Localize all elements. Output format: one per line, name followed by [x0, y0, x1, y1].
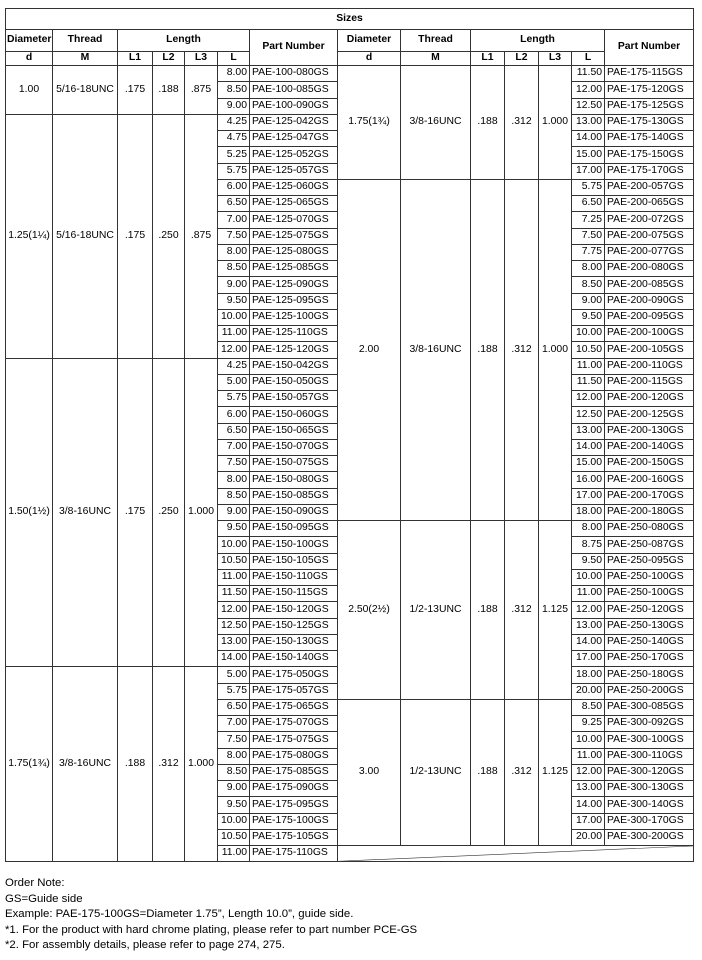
cell-length-l: 13.00 — [572, 423, 605, 439]
cell-part-number: PAE-175-057GS — [250, 683, 338, 699]
cell-part-number: PAE-300-130GS — [605, 781, 694, 797]
cell-thread: 5/16-18UNC — [53, 66, 118, 115]
cell-length-l: 20.00 — [572, 829, 605, 845]
header-l: L — [572, 52, 605, 66]
header-length: Length — [118, 30, 250, 52]
cell-length-l: 8.50 — [218, 82, 250, 98]
header-l2: L2 — [153, 52, 185, 66]
cell-part-number: PAE-150-065GS — [250, 423, 338, 439]
cell-length-l: 12.00 — [572, 82, 605, 98]
cell-l2: .250 — [153, 114, 185, 358]
cell-part-number: PAE-150-075GS — [250, 456, 338, 472]
header-m: M — [53, 52, 118, 66]
cell-part-number: PAE-100-080GS — [250, 66, 338, 82]
cell-length-l: 10.00 — [218, 309, 250, 325]
cell-length-l: 15.00 — [572, 147, 605, 163]
cell-part-number: PAE-150-115GS — [250, 586, 338, 602]
cell-length-l: 10.00 — [572, 732, 605, 748]
header-thread: Thread — [53, 30, 118, 52]
cell-length-l: 8.00 — [572, 521, 605, 537]
note-line: Example: PAE-175-100GS=Diameter 1.75”, Length 10.0”, guide side. — [5, 908, 354, 920]
cell-part-number: PAE-150-090GS — [250, 504, 338, 520]
cell-length-l: 7.50 — [218, 456, 250, 472]
cell-length-l: 7.00 — [218, 716, 250, 732]
cell-l1: .188 — [471, 521, 505, 700]
cell-length-l: 12.00 — [218, 602, 250, 618]
cell-part-number: PAE-200-095GS — [605, 309, 694, 325]
cell-length-l: 6.50 — [218, 423, 250, 439]
cell-part-number: PAE-300-200GS — [605, 829, 694, 845]
cell-part-number: PAE-150-120GS — [250, 602, 338, 618]
cell-length-l: 5.00 — [218, 374, 250, 390]
cell-thread: 5/16-18UNC — [53, 114, 118, 358]
cell-part-number: PAE-200-090GS — [605, 293, 694, 309]
cell-length-l: 9.00 — [218, 781, 250, 797]
cell-diameter: 1.75(1¾) — [6, 667, 53, 862]
sizes-table — [5, 8, 694, 862]
diagonal-line-icon — [338, 846, 693, 861]
cell-part-number: PAE-175-070GS — [250, 716, 338, 732]
cell-length-l: 8.00 — [572, 261, 605, 277]
cell-length-l: 10.50 — [218, 553, 250, 569]
cell-part-number: PAE-300-120GS — [605, 764, 694, 780]
cell-length-l: 12.00 — [218, 342, 250, 358]
header-part-number: Part Number — [605, 30, 694, 66]
cell-length-l: 5.75 — [218, 683, 250, 699]
cell-length-l: 5.25 — [218, 147, 250, 163]
cell-length-l: 5.75 — [218, 391, 250, 407]
cell-length-l: 8.00 — [218, 244, 250, 260]
cell-part-number: PAE-125-120GS — [250, 342, 338, 358]
cell-length-l: 8.50 — [218, 764, 250, 780]
cell-part-number: PAE-200-072GS — [605, 212, 694, 228]
cell-part-number: PAE-200-150GS — [605, 456, 694, 472]
cell-length-l: 6.00 — [218, 179, 250, 195]
header-l2: L2 — [505, 52, 539, 66]
cell-part-number: PAE-175-125GS — [605, 98, 694, 114]
cell-l3: 1.125 — [539, 521, 572, 700]
cell-l1: .188 — [471, 179, 505, 520]
cell-part-number: PAE-200-100GS — [605, 326, 694, 342]
cell-diameter: 1.50(1½) — [6, 358, 53, 667]
cell-length-l: 13.00 — [572, 114, 605, 130]
cell-l1: .188 — [471, 66, 505, 180]
cell-part-number: PAE-250-130GS — [605, 618, 694, 634]
table-title: Sizes — [6, 9, 694, 30]
cell-part-number: PAE-150-095GS — [250, 521, 338, 537]
cell-length-l: 15.00 — [572, 456, 605, 472]
cell-length-l: 11.00 — [218, 569, 250, 585]
cell-diameter: 3.00 — [338, 699, 401, 845]
cell-part-number: PAE-250-120GS — [605, 602, 694, 618]
cell-part-number: PAE-125-047GS — [250, 131, 338, 147]
cell-diameter: 1.25(1¼) — [6, 114, 53, 358]
cell-length-l: 7.75 — [572, 244, 605, 260]
cell-part-number: PAE-300-110GS — [605, 748, 694, 764]
cell-length-l: 18.00 — [572, 667, 605, 683]
cell-part-number: PAE-150-057GS — [250, 391, 338, 407]
cell-part-number: PAE-250-100GS — [605, 586, 694, 602]
cell-l2: .312 — [505, 66, 539, 180]
cell-part-number: PAE-250-087GS — [605, 537, 694, 553]
cell-part-number: PAE-175-150GS — [605, 147, 694, 163]
cell-length-l: 11.00 — [572, 358, 605, 374]
cell-length-l: 9.50 — [572, 553, 605, 569]
cell-part-number: PAE-125-052GS — [250, 147, 338, 163]
cell-length-l: 9.50 — [218, 293, 250, 309]
cell-part-number: PAE-150-130GS — [250, 634, 338, 650]
cell-part-number: PAE-200-170GS — [605, 488, 694, 504]
cell-length-l: 6.50 — [218, 196, 250, 212]
cell-part-number: PAE-150-100GS — [250, 537, 338, 553]
header-part-number: Part Number — [250, 30, 338, 66]
sizes-table-body — [6, 66, 694, 862]
cell-length-l: 4.25 — [218, 114, 250, 130]
cell-part-number: PAE-125-070GS — [250, 212, 338, 228]
cell-part-number: PAE-125-095GS — [250, 293, 338, 309]
note-line: *1. For the product with hard chrome plating, please refer to part number PCE-GS — [5, 923, 418, 936]
cell-length-l: 13.00 — [572, 781, 605, 797]
cell-length-l: 8.00 — [218, 66, 250, 82]
cell-length-l: 6.00 — [218, 407, 250, 423]
cell-part-number: PAE-150-060GS — [250, 407, 338, 423]
cell-length-l: 7.50 — [218, 228, 250, 244]
cell-l3: 1.000 — [539, 66, 572, 180]
cell-part-number: PAE-200-080GS — [605, 261, 694, 277]
cell-part-number: PAE-150-050GS — [250, 374, 338, 390]
cell-length-l: 12.50 — [572, 407, 605, 423]
header-l: L — [218, 52, 250, 66]
cell-l2: .312 — [505, 179, 539, 520]
cell-length-l: 12.00 — [572, 391, 605, 407]
cell-part-number: PAE-125-075GS — [250, 228, 338, 244]
cell-thread: 1/2-13UNC — [401, 699, 471, 845]
cell-l3: 1.000 — [539, 179, 572, 520]
cell-part-number: PAE-125-090GS — [250, 277, 338, 293]
cell-length-l: 7.25 — [572, 212, 605, 228]
cell-part-number: PAE-125-042GS — [250, 114, 338, 130]
cell-length-l: 5.75 — [218, 163, 250, 179]
cell-l2: .312 — [153, 667, 185, 862]
cell-part-number: PAE-125-085GS — [250, 261, 338, 277]
cell-length-l: 4.75 — [218, 131, 250, 147]
cell-length-l: 11.50 — [572, 66, 605, 82]
cell-length-l: 11.00 — [572, 748, 605, 764]
cell-part-number: PAE-200-130GS — [605, 423, 694, 439]
cell-part-number: PAE-175-085GS — [250, 764, 338, 780]
cell-part-number: PAE-250-180GS — [605, 667, 694, 683]
cell-thread: 3/8-16UNC — [401, 179, 471, 520]
cell-part-number: PAE-250-095GS — [605, 553, 694, 569]
cell-length-l: 8.50 — [218, 261, 250, 277]
header-thread: Thread — [401, 30, 471, 52]
header-length: Length — [471, 30, 605, 52]
cell-part-number: PAE-175-100GS — [250, 813, 338, 829]
cell-length-l: 16.00 — [572, 472, 605, 488]
cell-part-number: PAE-200-077GS — [605, 244, 694, 260]
cell-length-l: 12.50 — [572, 98, 605, 114]
note-line: GS=Guide side — [5, 892, 83, 905]
cell-part-number: PAE-200-180GS — [605, 504, 694, 520]
cell-l1: .188 — [118, 667, 153, 862]
table-row — [6, 66, 694, 82]
cell-part-number: PAE-175-170GS — [605, 163, 694, 179]
header-l1: L1 — [118, 52, 153, 66]
cell-l1: .175 — [118, 66, 153, 115]
cell-length-l: 9.00 — [218, 277, 250, 293]
cell-length-l: 11.00 — [572, 586, 605, 602]
cell-length-l: 11.50 — [572, 374, 605, 390]
header-l3: L3 — [539, 52, 572, 66]
cell-part-number: PAE-200-140GS — [605, 439, 694, 455]
cell-length-l: 17.00 — [572, 163, 605, 179]
cell-length-l: 7.00 — [218, 439, 250, 455]
cell-length-l: 8.50 — [572, 277, 605, 293]
cell-part-number: PAE-125-060GS — [250, 179, 338, 195]
empty-cell-with-diagonal — [338, 846, 694, 862]
cell-l1: .175 — [118, 358, 153, 667]
cell-thread: 3/8-16UNC — [53, 358, 118, 667]
cell-length-l: 8.50 — [218, 488, 250, 504]
cell-length-l: 9.00 — [218, 98, 250, 114]
cell-part-number: PAE-150-125GS — [250, 618, 338, 634]
cell-part-number: PAE-300-170GS — [605, 813, 694, 829]
cell-l3: 1.125 — [539, 699, 572, 845]
cell-length-l: 9.50 — [218, 797, 250, 813]
cell-length-l: 9.00 — [218, 504, 250, 520]
cell-part-number: PAE-175-105GS — [250, 829, 338, 845]
cell-length-l: 11.00 — [218, 326, 250, 342]
cell-part-number: PAE-125-100GS — [250, 309, 338, 325]
cell-length-l: 10.00 — [572, 326, 605, 342]
cell-length-l: 4.25 — [218, 358, 250, 374]
cell-l2: .188 — [153, 66, 185, 115]
cell-thread: 1/2-13UNC — [401, 521, 471, 700]
cell-part-number: PAE-125-065GS — [250, 196, 338, 212]
cell-length-l: 17.00 — [572, 813, 605, 829]
cell-length-l: 6.50 — [572, 196, 605, 212]
cell-part-number: PAE-175-075GS — [250, 732, 338, 748]
cell-part-number: PAE-175-120GS — [605, 82, 694, 98]
cell-length-l: 9.25 — [572, 716, 605, 732]
cell-length-l: 14.00 — [572, 797, 605, 813]
cell-part-number: PAE-300-085GS — [605, 699, 694, 715]
cell-length-l: 11.50 — [218, 586, 250, 602]
cell-length-l: 8.75 — [572, 537, 605, 553]
cell-part-number: PAE-250-200GS — [605, 683, 694, 699]
cell-part-number: PAE-200-125GS — [605, 407, 694, 423]
cell-length-l: 20.00 — [572, 683, 605, 699]
cell-length-l: 17.00 — [572, 488, 605, 504]
cell-length-l: 13.00 — [218, 634, 250, 650]
cell-thread: 3/8-16UNC — [401, 66, 471, 180]
cell-part-number: PAE-125-057GS — [250, 163, 338, 179]
cell-length-l: 11.00 — [218, 846, 250, 862]
cell-part-number: PAE-175-065GS — [250, 699, 338, 715]
notes-heading: Order Note: — [5, 877, 65, 889]
cell-part-number: PAE-175-110GS — [250, 846, 338, 862]
cell-length-l: 8.00 — [218, 472, 250, 488]
cell-part-number: PAE-200-160GS — [605, 472, 694, 488]
cell-part-number: PAE-300-092GS — [605, 716, 694, 732]
cell-part-number: PAE-200-085GS — [605, 277, 694, 293]
cell-length-l: 6.50 — [218, 699, 250, 715]
cell-part-number: PAE-175-140GS — [605, 131, 694, 147]
cell-part-number: PAE-175-115GS — [605, 66, 694, 82]
cell-part-number: PAE-175-095GS — [250, 797, 338, 813]
cell-l1: .175 — [118, 114, 153, 358]
cell-part-number: PAE-300-140GS — [605, 797, 694, 813]
header-m: M — [401, 52, 471, 66]
cell-length-l: 9.50 — [218, 521, 250, 537]
cell-length-l: 9.50 — [572, 309, 605, 325]
header-d: d — [338, 52, 401, 66]
header-d: d — [6, 52, 53, 66]
cell-part-number: PAE-150-140GS — [250, 651, 338, 667]
cell-part-number: PAE-250-100GS — [605, 569, 694, 585]
cell-diameter: 2.50(2½) — [338, 521, 401, 700]
cell-l2: .312 — [505, 699, 539, 845]
cell-length-l: 10.50 — [572, 342, 605, 358]
cell-part-number: PAE-175-080GS — [250, 748, 338, 764]
cell-part-number: PAE-300-100GS — [605, 732, 694, 748]
cell-length-l: 14.00 — [572, 634, 605, 650]
header-diameter: Diameter — [6, 30, 53, 52]
cell-length-l: 10.50 — [218, 829, 250, 845]
cell-part-number: PAE-150-080GS — [250, 472, 338, 488]
cell-l2: .312 — [505, 521, 539, 700]
cell-part-number: PAE-175-090GS — [250, 781, 338, 797]
cell-diameter: 1.00 — [6, 66, 53, 115]
cell-part-number: PAE-200-105GS — [605, 342, 694, 358]
cell-part-number: PAE-150-070GS — [250, 439, 338, 455]
cell-length-l: 10.00 — [572, 569, 605, 585]
cell-part-number: PAE-125-080GS — [250, 244, 338, 260]
cell-l3: .875 — [185, 66, 218, 115]
cell-part-number: PAE-250-080GS — [605, 521, 694, 537]
cell-part-number: PAE-250-140GS — [605, 634, 694, 650]
cell-part-number: PAE-200-115GS — [605, 374, 694, 390]
cell-part-number: PAE-125-110GS — [250, 326, 338, 342]
cell-part-number: PAE-200-057GS — [605, 179, 694, 195]
cell-part-number: PAE-150-110GS — [250, 569, 338, 585]
cell-part-number: PAE-200-120GS — [605, 391, 694, 407]
cell-part-number: PAE-200-110GS — [605, 358, 694, 374]
cell-length-l: 14.00 — [572, 439, 605, 455]
cell-length-l: 9.00 — [572, 293, 605, 309]
cell-part-number: PAE-175-130GS — [605, 114, 694, 130]
cell-length-l: 17.00 — [572, 651, 605, 667]
cell-length-l: 7.50 — [572, 228, 605, 244]
cell-length-l: 7.00 — [218, 212, 250, 228]
cell-part-number: PAE-200-075GS — [605, 228, 694, 244]
cell-l3: .875 — [185, 114, 218, 358]
cell-part-number: PAE-175-050GS — [250, 667, 338, 683]
cell-diameter: 1.75(1¾) — [338, 66, 401, 180]
cell-part-number: PAE-150-105GS — [250, 553, 338, 569]
note-line: *2. For assembly details, please refer to page 274, 275. — [5, 939, 285, 951]
header-l1: L1 — [471, 52, 505, 66]
cell-l3: 1.000 — [185, 667, 218, 862]
cell-length-l: 14.00 — [218, 651, 250, 667]
cell-diameter: 2.00 — [338, 179, 401, 520]
cell-length-l: 12.00 — [572, 602, 605, 618]
cell-length-l: 12.50 — [218, 618, 250, 634]
cell-part-number: PAE-150-085GS — [250, 488, 338, 504]
cell-l2: .250 — [153, 358, 185, 667]
header-diameter: Diameter — [338, 30, 401, 52]
cell-length-l: 10.00 — [218, 813, 250, 829]
cell-length-l: 18.00 — [572, 504, 605, 520]
cell-length-l: 8.50 — [572, 699, 605, 715]
cell-length-l: 7.50 — [218, 732, 250, 748]
cell-length-l: 14.00 — [572, 131, 605, 147]
cell-l3: 1.000 — [185, 358, 218, 667]
cell-part-number: PAE-150-042GS — [250, 358, 338, 374]
cell-length-l: 5.00 — [218, 667, 250, 683]
cell-l1: .188 — [471, 699, 505, 845]
cell-part-number: PAE-250-170GS — [605, 651, 694, 667]
order-notes — [5, 876, 695, 954]
cell-part-number: PAE-100-085GS — [250, 82, 338, 98]
cell-length-l: 10.00 — [218, 537, 250, 553]
cell-part-number: PAE-100-090GS — [250, 98, 338, 114]
cell-thread: 3/8-16UNC — [53, 667, 118, 862]
cell-length-l: 8.00 — [218, 748, 250, 764]
cell-length-l: 13.00 — [572, 618, 605, 634]
header-l3: L3 — [185, 52, 218, 66]
cell-part-number: PAE-200-065GS — [605, 196, 694, 212]
cell-length-l: 5.75 — [572, 179, 605, 195]
cell-length-l: 12.00 — [572, 764, 605, 780]
